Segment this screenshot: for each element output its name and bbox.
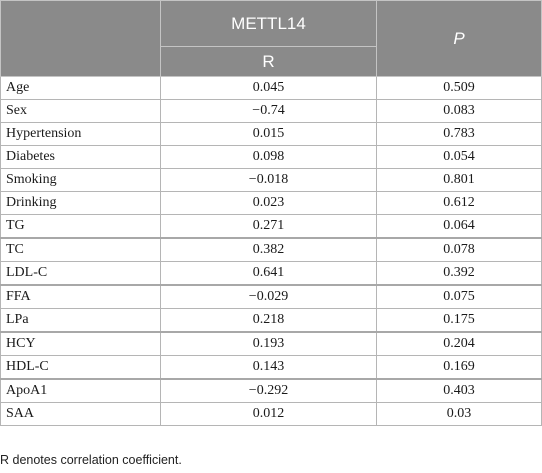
- row-label: HDL-C: [1, 356, 161, 380]
- row-label: Diabetes: [1, 146, 161, 169]
- p-value: 0.078: [377, 238, 542, 262]
- r-value: −0.029: [161, 285, 377, 309]
- table-row: [1, 262, 542, 286]
- row-label: FFA: [1, 285, 161, 309]
- row-label: Drinking: [1, 192, 161, 215]
- row-label: Age: [1, 77, 161, 100]
- r-value: −0.018: [161, 169, 377, 192]
- r-value: 0.015: [161, 123, 377, 146]
- table-row: [1, 123, 542, 146]
- p-value: 0.03: [377, 403, 542, 426]
- r-value: −0.74: [161, 100, 377, 123]
- table-row: [1, 379, 542, 403]
- row-label: Smoking: [1, 169, 161, 192]
- header-gene: METTL14: [161, 1, 377, 47]
- row-label: Hypertension: [1, 123, 161, 146]
- table-row: [1, 238, 542, 262]
- p-value: 0.392: [377, 262, 542, 286]
- p-value: 0.801: [377, 169, 542, 192]
- r-value: 0.012: [161, 403, 377, 426]
- table-row: [1, 285, 542, 309]
- p-value: 0.612: [377, 192, 542, 215]
- r-value: 0.218: [161, 309, 377, 333]
- p-value: 0.509: [377, 77, 542, 100]
- r-value: 0.045: [161, 77, 377, 100]
- table-row: [1, 309, 542, 333]
- r-value: 0.271: [161, 215, 377, 239]
- r-value: 0.143: [161, 356, 377, 380]
- p-value: 0.783: [377, 123, 542, 146]
- row-label: LPa: [1, 309, 161, 333]
- table-body: [1, 77, 542, 426]
- p-value: 0.075: [377, 285, 542, 309]
- row-label: SAA: [1, 403, 161, 426]
- row-label: ApoA1: [1, 379, 161, 403]
- p-value: 0.054: [377, 146, 542, 169]
- table-row: [1, 403, 542, 426]
- header-p: P: [377, 1, 542, 77]
- table-row: [1, 356, 542, 380]
- r-value: 0.023: [161, 192, 377, 215]
- r-value: 0.382: [161, 238, 377, 262]
- r-value: 0.641: [161, 262, 377, 286]
- table-row: [1, 169, 542, 192]
- table-header: [1, 1, 542, 77]
- r-value: 0.193: [161, 332, 377, 356]
- p-value: 0.204: [377, 332, 542, 356]
- table-row: [1, 215, 542, 239]
- table-footnote: R denotes correlation coefficient.: [0, 453, 182, 467]
- r-value: −0.292: [161, 379, 377, 403]
- header-r: R: [161, 47, 377, 77]
- row-label: Sex: [1, 100, 161, 123]
- table-row: [1, 100, 542, 123]
- header-blank-cell: [1, 1, 161, 77]
- table-row: [1, 192, 542, 215]
- p-value: 0.169: [377, 356, 542, 380]
- p-value: 0.175: [377, 309, 542, 333]
- p-value: 0.403: [377, 379, 542, 403]
- table-row: [1, 332, 542, 356]
- table-row: [1, 146, 542, 169]
- r-value: 0.098: [161, 146, 377, 169]
- row-label: TG: [1, 215, 161, 239]
- row-label: LDL-C: [1, 262, 161, 286]
- row-label: TC: [1, 238, 161, 262]
- table-row: [1, 77, 542, 100]
- p-value: 0.083: [377, 100, 542, 123]
- row-label: HCY: [1, 332, 161, 356]
- p-value: 0.064: [377, 215, 542, 239]
